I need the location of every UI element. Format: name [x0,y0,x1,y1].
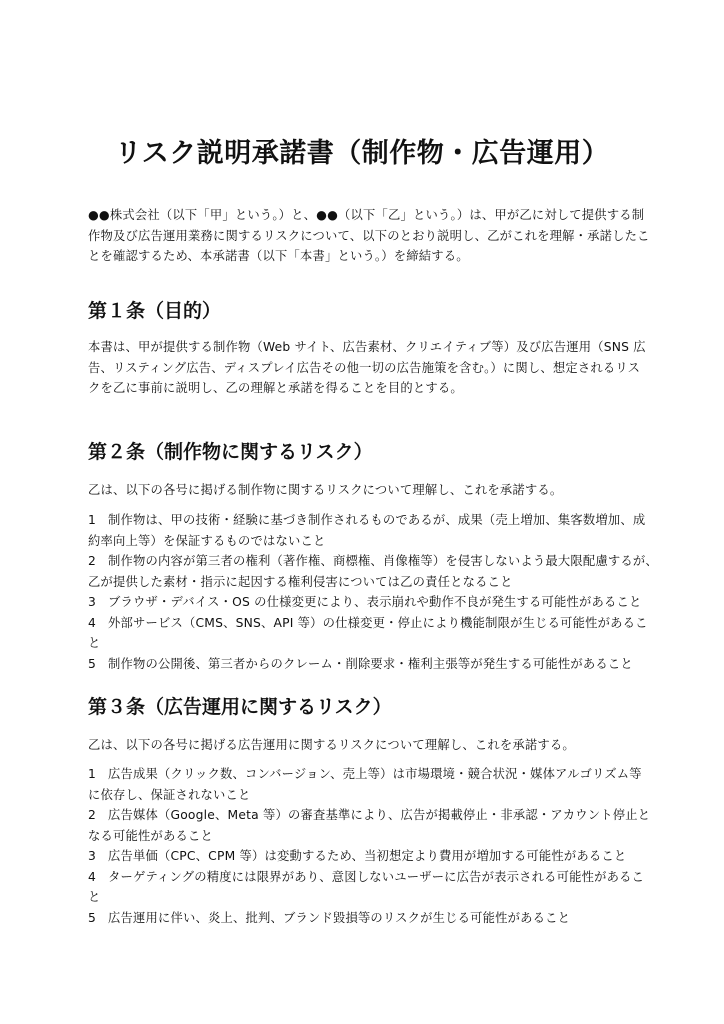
intro-paragraph [88,205,650,267]
item-text: 約率向上等）を保証するものではないこと [88,533,326,548]
article-3-heading: 第３条（広告運用に関するリスク） [88,696,392,718]
item-text: 広告成果（クリック数、コンバージョン、売上等）は市場環境・競合状況・媒体アルゴリズム等 [108,767,642,781]
item-number: 1 [88,767,97,781]
article-1-body [88,337,646,399]
item-text: 制作物の内容が第三者の権利（著作権、商標権、肖像権等）を侵害しないよう最大限配慮するが、 [108,554,658,568]
article-2-list [88,510,658,674]
article-2-lead [88,480,640,501]
item-number: 4 [88,615,97,630]
document-title: リスク説明承諾書（制作物・広告運用） [114,138,610,170]
item-text: ブラウザ・デバイス・OS の仕様変更により、表示崩れや動作不良が発生する可能性があること [108,595,642,609]
list-item [88,613,648,654]
list-item [88,592,640,613]
item-text: 乙が提供した素材・指示に起因する権利侵害については乙の責任となること [88,574,513,589]
article-2-heading: 第２条（制作物に関するリスク） [88,441,373,463]
item-text: なる可能性があること [88,828,213,843]
body-line: 本書は、甲が提供する制作物（Web サイト、広告素材、クリエイティブ等）及び広告運用（SNS 広 [88,340,646,354]
item-text: 広告運用に伴い、炎上、批判、ブランド毀損等のリスクが生じる可能性があること [108,910,571,925]
lead-text: 乙は、以下の各号に掲げる制作物に関するリスクについて理解し、これを承諾する。 [88,483,563,497]
item-number: 5 [88,910,97,925]
item-number: 1 [88,513,97,527]
list-item [88,867,645,908]
item-text: ターゲティングの精度には限界があり、意図しないユーザーに広告が表示される可能性があるこ [108,869,645,884]
list-item [88,908,640,929]
item-text: 広告単価（CPC、CPM 等）は変動するため、当初想定より費用が増加する可能性があること [108,849,627,863]
list-item [88,551,658,592]
item-text: に依存し、保証されないこと [88,787,251,802]
intro-line: ●●株式会社（以下「甲」という。）と、●●（以下「乙」という。）は、甲が乙に対して提供する制 [88,208,645,222]
item-number: 2 [88,554,97,568]
item-text: 広告媒体（Google、Meta 等）の審査基準により、広告が掲載停止・非承認・アカウント停止と [108,808,651,822]
item-text: と [88,890,101,904]
article-3-list [88,764,651,928]
list-item [88,510,646,551]
lead-text: 乙は、以下の各号に掲げる広告運用に関するリスクについて理解し、これを承諾する。 [88,738,575,752]
article-1-heading: 第１条（目的） [88,300,222,322]
item-number: 4 [88,869,97,884]
intro-line: とを確認するため、本承諾書（以下「本書」という。）を締結する。 [88,249,469,263]
intro-line: 作物及び広告運用業務に関するリスクについて、以下のとおり説明し、乙がこれを理解・承諾したこ [88,228,650,243]
item-text: 外部サービス（CMS、SNS、API 等）の仕様変更・停止により機能制限が生じる可能性があるこ [108,615,648,630]
list-item [88,654,640,675]
item-number: 3 [88,849,97,863]
article-3-lead [88,735,640,756]
item-text: 制作物の公開後、第三者からのクレーム・削除要求・権利主張等が発生する可能性があること [108,656,633,671]
item-number: 3 [88,595,97,609]
item-text: と [88,636,101,650]
body-line: クを乙に事前に説明し、乙の理解と承諾を得ることを目的とする。 [88,381,463,395]
body-line: 告、リスティング広告、ディスプレイ広告その他一切の広告施策を含む。）に関し、想定されるリス [88,360,641,375]
item-number: 2 [88,808,97,822]
list-item [88,846,640,867]
item-number: 5 [88,656,97,671]
list-item [88,805,651,846]
list-item [88,764,640,805]
item-text: 制作物は、甲の技術・経験に基づき制作されるものであるが、成果（売上増加、集客数増加、成 [108,513,646,527]
